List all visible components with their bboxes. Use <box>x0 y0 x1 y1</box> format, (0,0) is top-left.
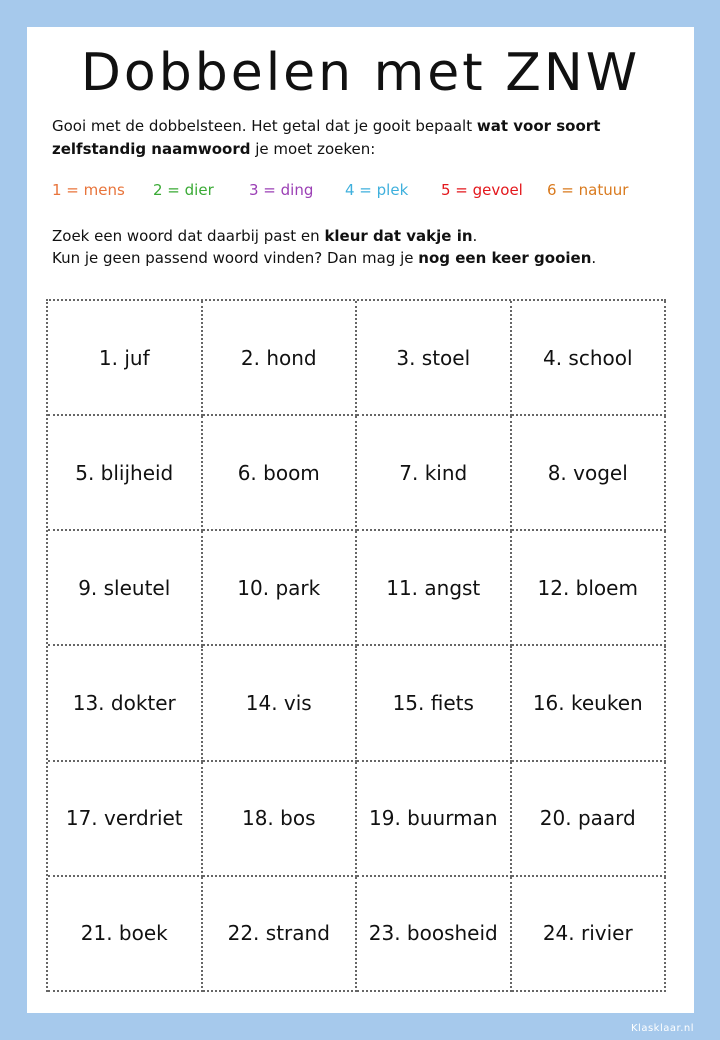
word-cell[interactable]: 21. boek <box>48 877 203 992</box>
word-cell[interactable]: 20. paard <box>512 762 667 877</box>
word-cell[interactable]: 2. hond <box>203 301 358 416</box>
intro-part2: je moet zoeken: <box>250 140 376 158</box>
instruction-line-1 <box>52 225 672 247</box>
word-cell[interactable]: 19. buurman <box>357 762 512 877</box>
word-cell[interactable]: 12. bloem <box>512 531 667 646</box>
word-cell[interactable]: 14. vis <box>203 646 358 761</box>
legend-item-4: 4 = plek <box>345 181 409 199</box>
legend-item-3: 3 = ding <box>249 181 314 199</box>
word-cell[interactable]: 23. boosheid <box>357 877 512 992</box>
instructions <box>52 225 672 269</box>
instruction-text: . <box>472 227 478 245</box>
word-cell[interactable]: 24. rivier <box>512 877 667 992</box>
word-cell[interactable]: 17. verdriet <box>48 762 203 877</box>
footer-credit: Klasklaar.nl <box>631 1023 694 1034</box>
intro-part1: Gooi met de dobbelsteen. Het getal dat je gooit bepaalt <box>52 117 477 135</box>
instruction-bold: nog een keer gooien <box>418 249 592 267</box>
word-cell[interactable]: 6. boom <box>203 416 358 531</box>
word-cell[interactable]: 1. juf <box>48 301 203 416</box>
legend-item-1: 1 = mens <box>52 181 125 199</box>
instruction-bold: kleur dat vakje in <box>324 227 473 245</box>
instruction-text: . <box>591 249 597 267</box>
intro-bold: wat voor soort zelfstandig naamwoord <box>52 117 601 158</box>
word-grid <box>46 299 666 992</box>
page-title: Dobbelen met ZNW <box>80 43 641 103</box>
word-cell[interactable]: 13. dokter <box>48 646 203 761</box>
word-cell[interactable]: 9. sleutel <box>48 531 203 646</box>
word-cell[interactable]: 10. park <box>203 531 358 646</box>
word-cell[interactable]: 3. stoel <box>357 301 512 416</box>
worksheet <box>27 27 694 1013</box>
legend-item-5: 5 = gevoel <box>441 181 523 199</box>
word-cell[interactable]: 5. blijheid <box>48 416 203 531</box>
instruction-line-2 <box>52 247 672 269</box>
intro-text <box>52 115 672 161</box>
word-cell[interactable]: 16. keuken <box>512 646 667 761</box>
word-cell[interactable]: 18. bos <box>203 762 358 877</box>
word-cell[interactable]: 4. school <box>512 301 667 416</box>
word-cell[interactable]: 7. kind <box>357 416 512 531</box>
instruction-text: Kun je geen passend woord vinden? Dan mag je <box>52 249 419 267</box>
word-cell[interactable]: 15. fiets <box>357 646 512 761</box>
word-cell[interactable]: 8. vogel <box>512 416 667 531</box>
legend-item-2: 2 = dier <box>153 181 214 199</box>
word-cell[interactable]: 22. strand <box>203 877 358 992</box>
instruction-text: Zoek een woord dat daarbij past en <box>52 227 325 245</box>
word-cell[interactable]: 11. angst <box>357 531 512 646</box>
legend-item-6: 6 = natuur <box>547 181 629 199</box>
